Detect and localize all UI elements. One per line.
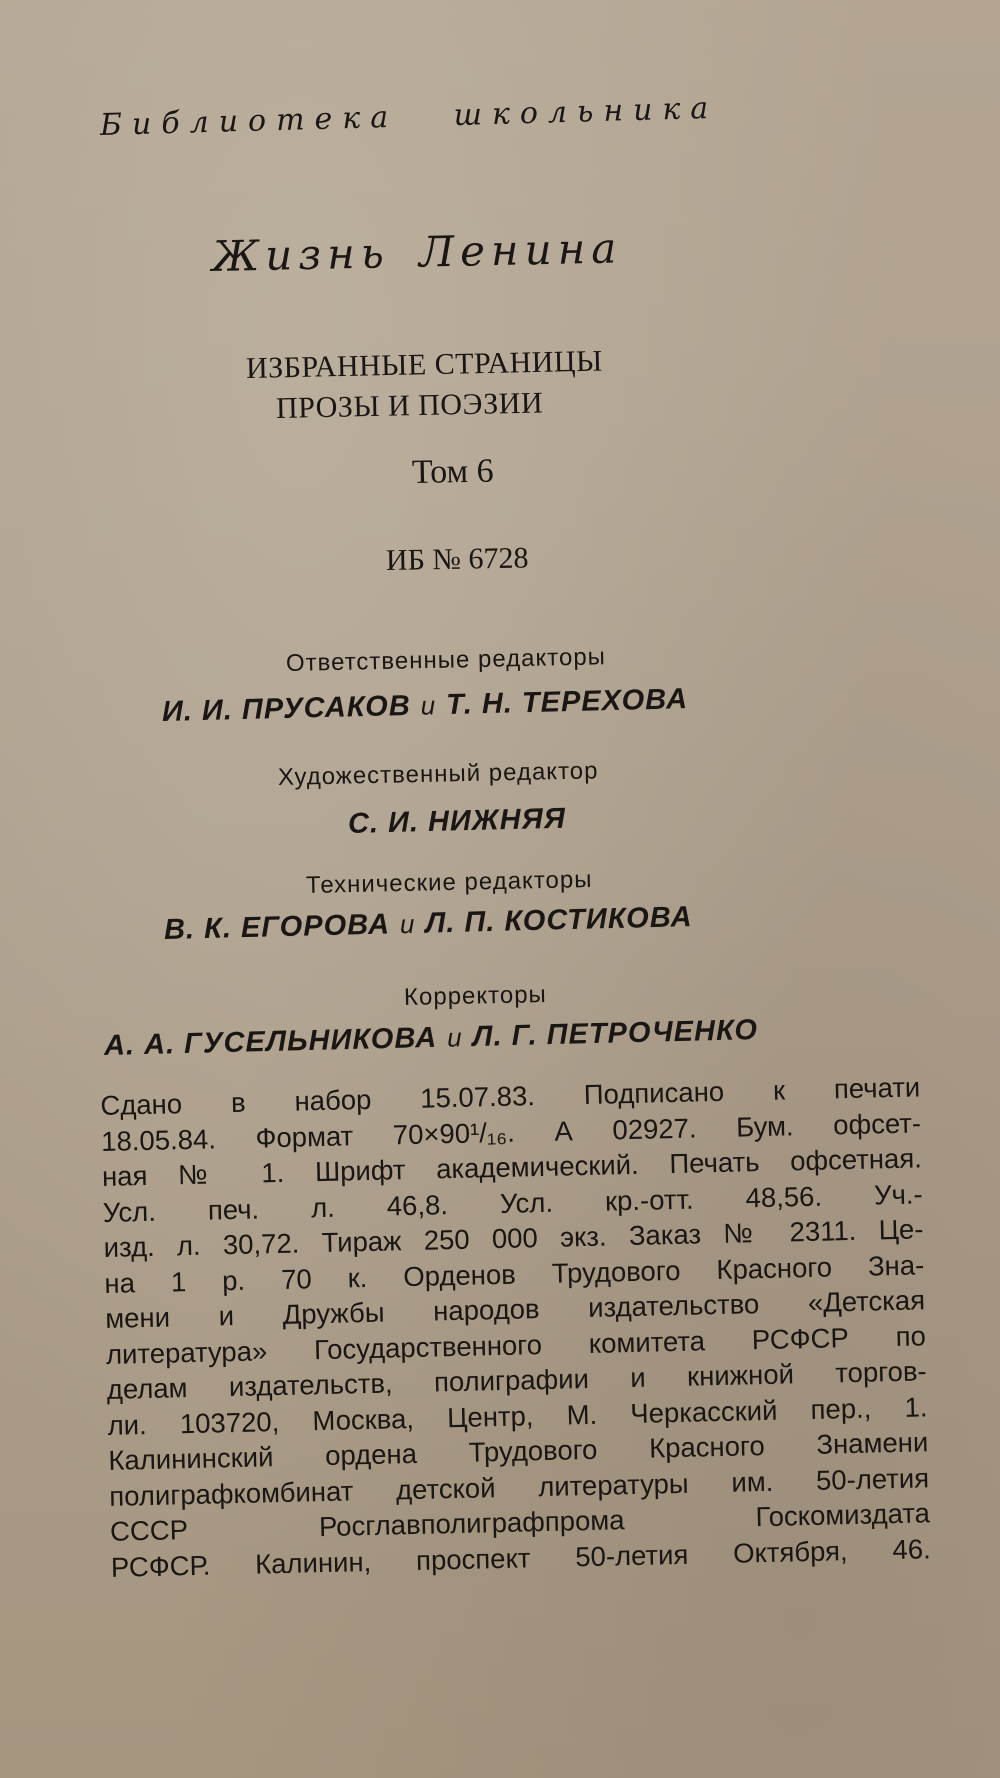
credit-role-art-editor: Художественный редактор bbox=[277, 757, 599, 791]
series-title: Библиотека школьника bbox=[99, 90, 719, 143]
imprint-line: СССР Росглавполиграфпрома Госкомиздата bbox=[109, 1497, 931, 1547]
credit-name: А. А. ГУСЕЛЬНИКОВА bbox=[103, 1021, 438, 1062]
credit-name: Т. Н. ТЕРЕХОВА bbox=[445, 683, 689, 722]
imprint-line: мени и Дружбы народов издательство «Детская bbox=[104, 1284, 926, 1334]
credit-name: Л. Г. ПЕТРОЧЕНКО bbox=[472, 1014, 759, 1053]
imprint-line: Сдано в набор 15.07.83. Подписано к печати bbox=[100, 1071, 921, 1121]
imprint-block bbox=[100, 1069, 931, 1584]
imprint-line: 18.05.84. Формат 70×90¹/₁₆. А 02927. Бум. офсет- bbox=[100, 1106, 922, 1157]
imprint-line: Усл. печ. л. 46,8. Усл. кр.-отт. 48,56. Уч.- bbox=[102, 1177, 923, 1228]
imprint-line: изд. л. 30,72. Тираж 250 000 экз. Заказ № 2311. Це- bbox=[103, 1213, 924, 1263]
credit-name: И. И. ПРУСАКОВ bbox=[161, 689, 412, 728]
imprint-line: РСФСР. Калинин, проспект 50-летия Октября, 46. bbox=[110, 1532, 932, 1583]
credit-name: В. К. ЕГОРОВА bbox=[163, 908, 391, 946]
book-title: Жизнь Ленина bbox=[211, 223, 623, 281]
credit-name: Л. П. КОСТИКОВА bbox=[424, 901, 693, 940]
imprint-line: на 1 р. 70 к. Орденов Трудового Красного Зна- bbox=[104, 1248, 925, 1299]
credit-names-responsible-editors bbox=[162, 683, 689, 729]
imprint-line: ли. 103720, Москва, Центр, М. Черкасский пер., 1. bbox=[107, 1390, 928, 1441]
volume-number: Том 6 bbox=[411, 452, 494, 491]
credit-names-technical-editors bbox=[164, 901, 693, 947]
imprint-line: полиграфкомбинат детской литературы им. 50-летия bbox=[108, 1461, 930, 1512]
credit-names-art-editor bbox=[348, 803, 567, 841]
credit-conjunction: и bbox=[446, 1022, 463, 1053]
credit-name: С. И. НИЖНЯЯ bbox=[347, 802, 567, 840]
credit-role-responsible-editors: Ответственные редакторы bbox=[285, 643, 607, 677]
credit-conjunction: и bbox=[420, 690, 437, 721]
subtitle-line-2: ПРОЗЫ И ПОЭЗИИ bbox=[275, 386, 544, 425]
imprint-line: делам издательств, полиграфии и книжной торгов- bbox=[106, 1355, 927, 1405]
credit-names-proofreaders bbox=[104, 1014, 759, 1063]
imprint-line: Калининский ордена Трудового Красного Знамени bbox=[108, 1426, 929, 1476]
imprint-line: ная № 1. Шрифт академический. Печать офсетная. bbox=[101, 1142, 923, 1192]
credit-conjunction: и bbox=[399, 908, 416, 940]
credit-role-proofreaders: Корректоры bbox=[403, 981, 548, 1011]
ib-number: ИБ № 6728 bbox=[385, 541, 529, 577]
credit-role-technical-editors: Технические редакторы bbox=[305, 866, 593, 899]
subtitle-line-1: ИЗБРАННЫЕ СТРАНИЦЫ bbox=[245, 344, 604, 385]
imprint-line: литература» Государственного комитета РСФСР по bbox=[105, 1319, 927, 1370]
